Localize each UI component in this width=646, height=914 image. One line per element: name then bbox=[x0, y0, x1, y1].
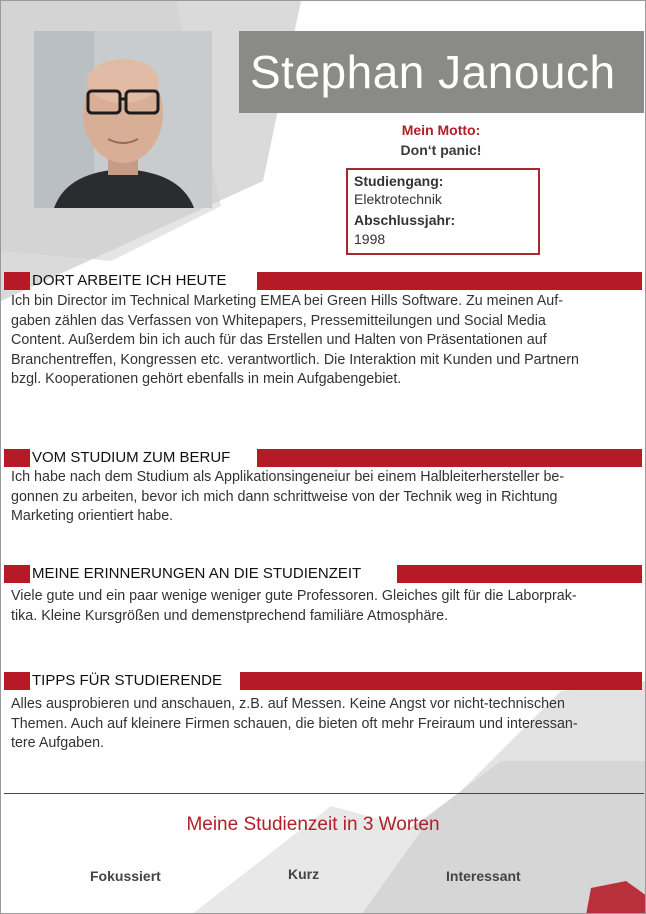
section-heading-work bbox=[4, 272, 642, 290]
studiengang-label: Studiengang: bbox=[354, 173, 444, 189]
text-line: Ich bin Director im Technical Marketing EMEA bei Green Hills Software. Zu meinen Auf- bbox=[11, 293, 563, 309]
section-text-tips bbox=[11, 695, 623, 754]
text-line: Viele gute und ein paar wenige weniger gute Professoren. Gleiches gilt für die Laborprak- bbox=[11, 588, 577, 604]
text-line: Themen. Auch auf kleinere Firmen schauen, die bieten oft mehr Freiraum und interessan- bbox=[11, 715, 578, 732]
text-line: gonnen zu arbeiten, bevor ich mich dann schrittweise von der Technik weg in Richtung bbox=[11, 488, 558, 505]
abschlussjahr-label: Abschlussjahr: bbox=[354, 212, 456, 228]
name-banner bbox=[239, 31, 644, 113]
text-line: Alles ausprobieren und anschauen, z.B. auf Messen. Keine Angst vor nicht-technischen bbox=[11, 696, 565, 712]
text-line: bzgl. Kooperationen gehört ebenfalls in mein Aufgabengebiet. bbox=[11, 371, 402, 387]
text-line: gaben zählen das Verfassen von Whitepapers, Pressemitteilungen und Social Media bbox=[11, 312, 546, 329]
section-title: MEINE ERINNERUNGEN AN DIE STUDIENZEIT bbox=[32, 565, 362, 582]
section-text-memories bbox=[11, 587, 623, 626]
heading-bar-right bbox=[397, 565, 642, 583]
text-line: Marketing orientiert habe. bbox=[11, 508, 174, 524]
word-1: Fokussiert bbox=[90, 868, 161, 884]
divider-line bbox=[4, 793, 644, 794]
study-info-box bbox=[346, 168, 540, 255]
motto-label: Mein Motto: bbox=[401, 122, 481, 138]
studiengang-value: Elektrotechnik bbox=[354, 191, 442, 207]
section-heading-tips bbox=[4, 672, 642, 690]
heading-bar-right bbox=[240, 672, 642, 690]
portrait-illustration bbox=[34, 31, 212, 208]
section-heading-career bbox=[4, 449, 642, 467]
heading-bar-left bbox=[4, 565, 30, 583]
section-text-career bbox=[11, 468, 623, 527]
heading-bar-right bbox=[257, 449, 642, 467]
heading-bar-left bbox=[4, 449, 30, 467]
section-heading-memories bbox=[4, 565, 642, 583]
text-line: tere Aufgaben. bbox=[11, 735, 105, 751]
text-line: Content. Außerdem bin ich auch für das Erstellen und Halten von Präsentationen auf bbox=[11, 332, 547, 348]
word-3: Interessant bbox=[446, 868, 521, 884]
motto-value: Don‘t panic! bbox=[400, 142, 482, 158]
text-line: Ich habe nach dem Studium als Applikationsingeneiur bei einem Halbleiterhersteller be- bbox=[11, 469, 565, 485]
word-2: Kurz bbox=[288, 866, 320, 882]
abschlussjahr-value: 1998 bbox=[354, 231, 386, 247]
section-title: TIPPS FÜR STUDIERENDE bbox=[32, 672, 223, 689]
text-line: Branchentreffen, Kongressen etc. verantwortlich. Die Interaktion mit Kunden und Partnern bbox=[11, 351, 579, 368]
heading-bar-left bbox=[4, 672, 30, 690]
text-line: tika. Kleine Kursgrößen und demenstprechend familiäre Atmosphäre. bbox=[11, 607, 449, 624]
three-words-title: Meine Studienzeit in 3 Worten bbox=[186, 814, 440, 835]
heading-bar-left bbox=[4, 272, 30, 290]
section-title: VOM STUDIUM ZUM BERUF bbox=[32, 449, 231, 466]
portrait-photo bbox=[34, 31, 212, 208]
person-name: Stephan Janouch bbox=[250, 46, 616, 98]
section-title: DORT ARBEITE ICH HEUTE bbox=[32, 272, 227, 289]
heading-bar-right bbox=[257, 272, 642, 290]
section-text-work bbox=[11, 292, 623, 390]
